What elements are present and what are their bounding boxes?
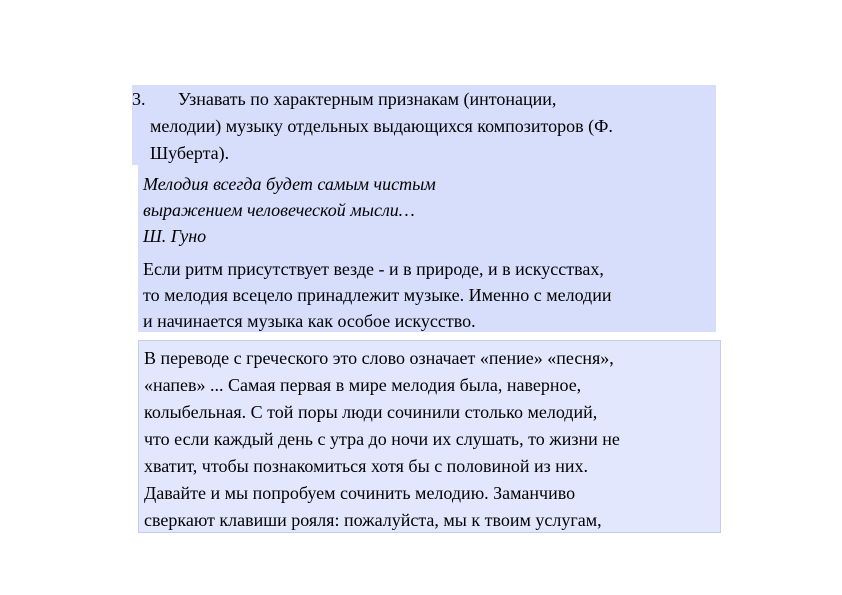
objective-line-3: Шуберта). — [150, 143, 230, 163]
objective-line-2: мелодии) музыку отдельных выдающихся композиторов (Ф. — [150, 116, 613, 136]
objective-number: 3. — [132, 89, 146, 109]
text-box-line: хватит, чтобы познакомиться хотя бы с половиной из них. — [144, 456, 588, 476]
intro-paragraph — [143, 256, 712, 334]
objective-continuation — [150, 113, 716, 167]
text-box-line: что если каждый день с утра до ночи их слушать, то жизни не — [144, 429, 620, 449]
epigraph-line-2: выражением человеческой мысли… — [143, 200, 415, 220]
text-box-line: сверкают клавиши рояля: пожалуйста, мы к твоим услугам, — [144, 510, 602, 530]
text-box-line: Давайте и мы попробуем сочинить мелодию. Заманчиво — [144, 483, 576, 503]
learning-objective-block — [132, 85, 716, 165]
epigraph-line-1: Мелодия всегда будет самым чистым — [143, 174, 436, 194]
epigraph-author: Ш. Гуно — [143, 226, 207, 246]
epigraph-quote — [143, 171, 712, 249]
intro-line-2: то мелодия всецело принадлежит музыке. Именно с мелодии — [143, 285, 612, 305]
intro-line-3: и начинается музыка как особое искусство. — [143, 311, 476, 331]
epigraph-and-intro-block — [138, 165, 716, 332]
text-box-line: В переводе с греческого это слово означает «пение» «песня», — [144, 348, 614, 368]
intro-line-1: Если ритм присутствует везде - и в природе, и в искусствах, — [143, 259, 604, 279]
melody-text-box — [138, 340, 721, 533]
text-box-line: колыбельная. С той поры люди сочинили столько мелодий, — [144, 402, 598, 422]
objective-line-1: Узнавать по характерным признакам (интонации, — [178, 89, 557, 109]
text-box-line: «напев» ... Самая первая в мире мелодия была, наверное, — [144, 375, 582, 395]
